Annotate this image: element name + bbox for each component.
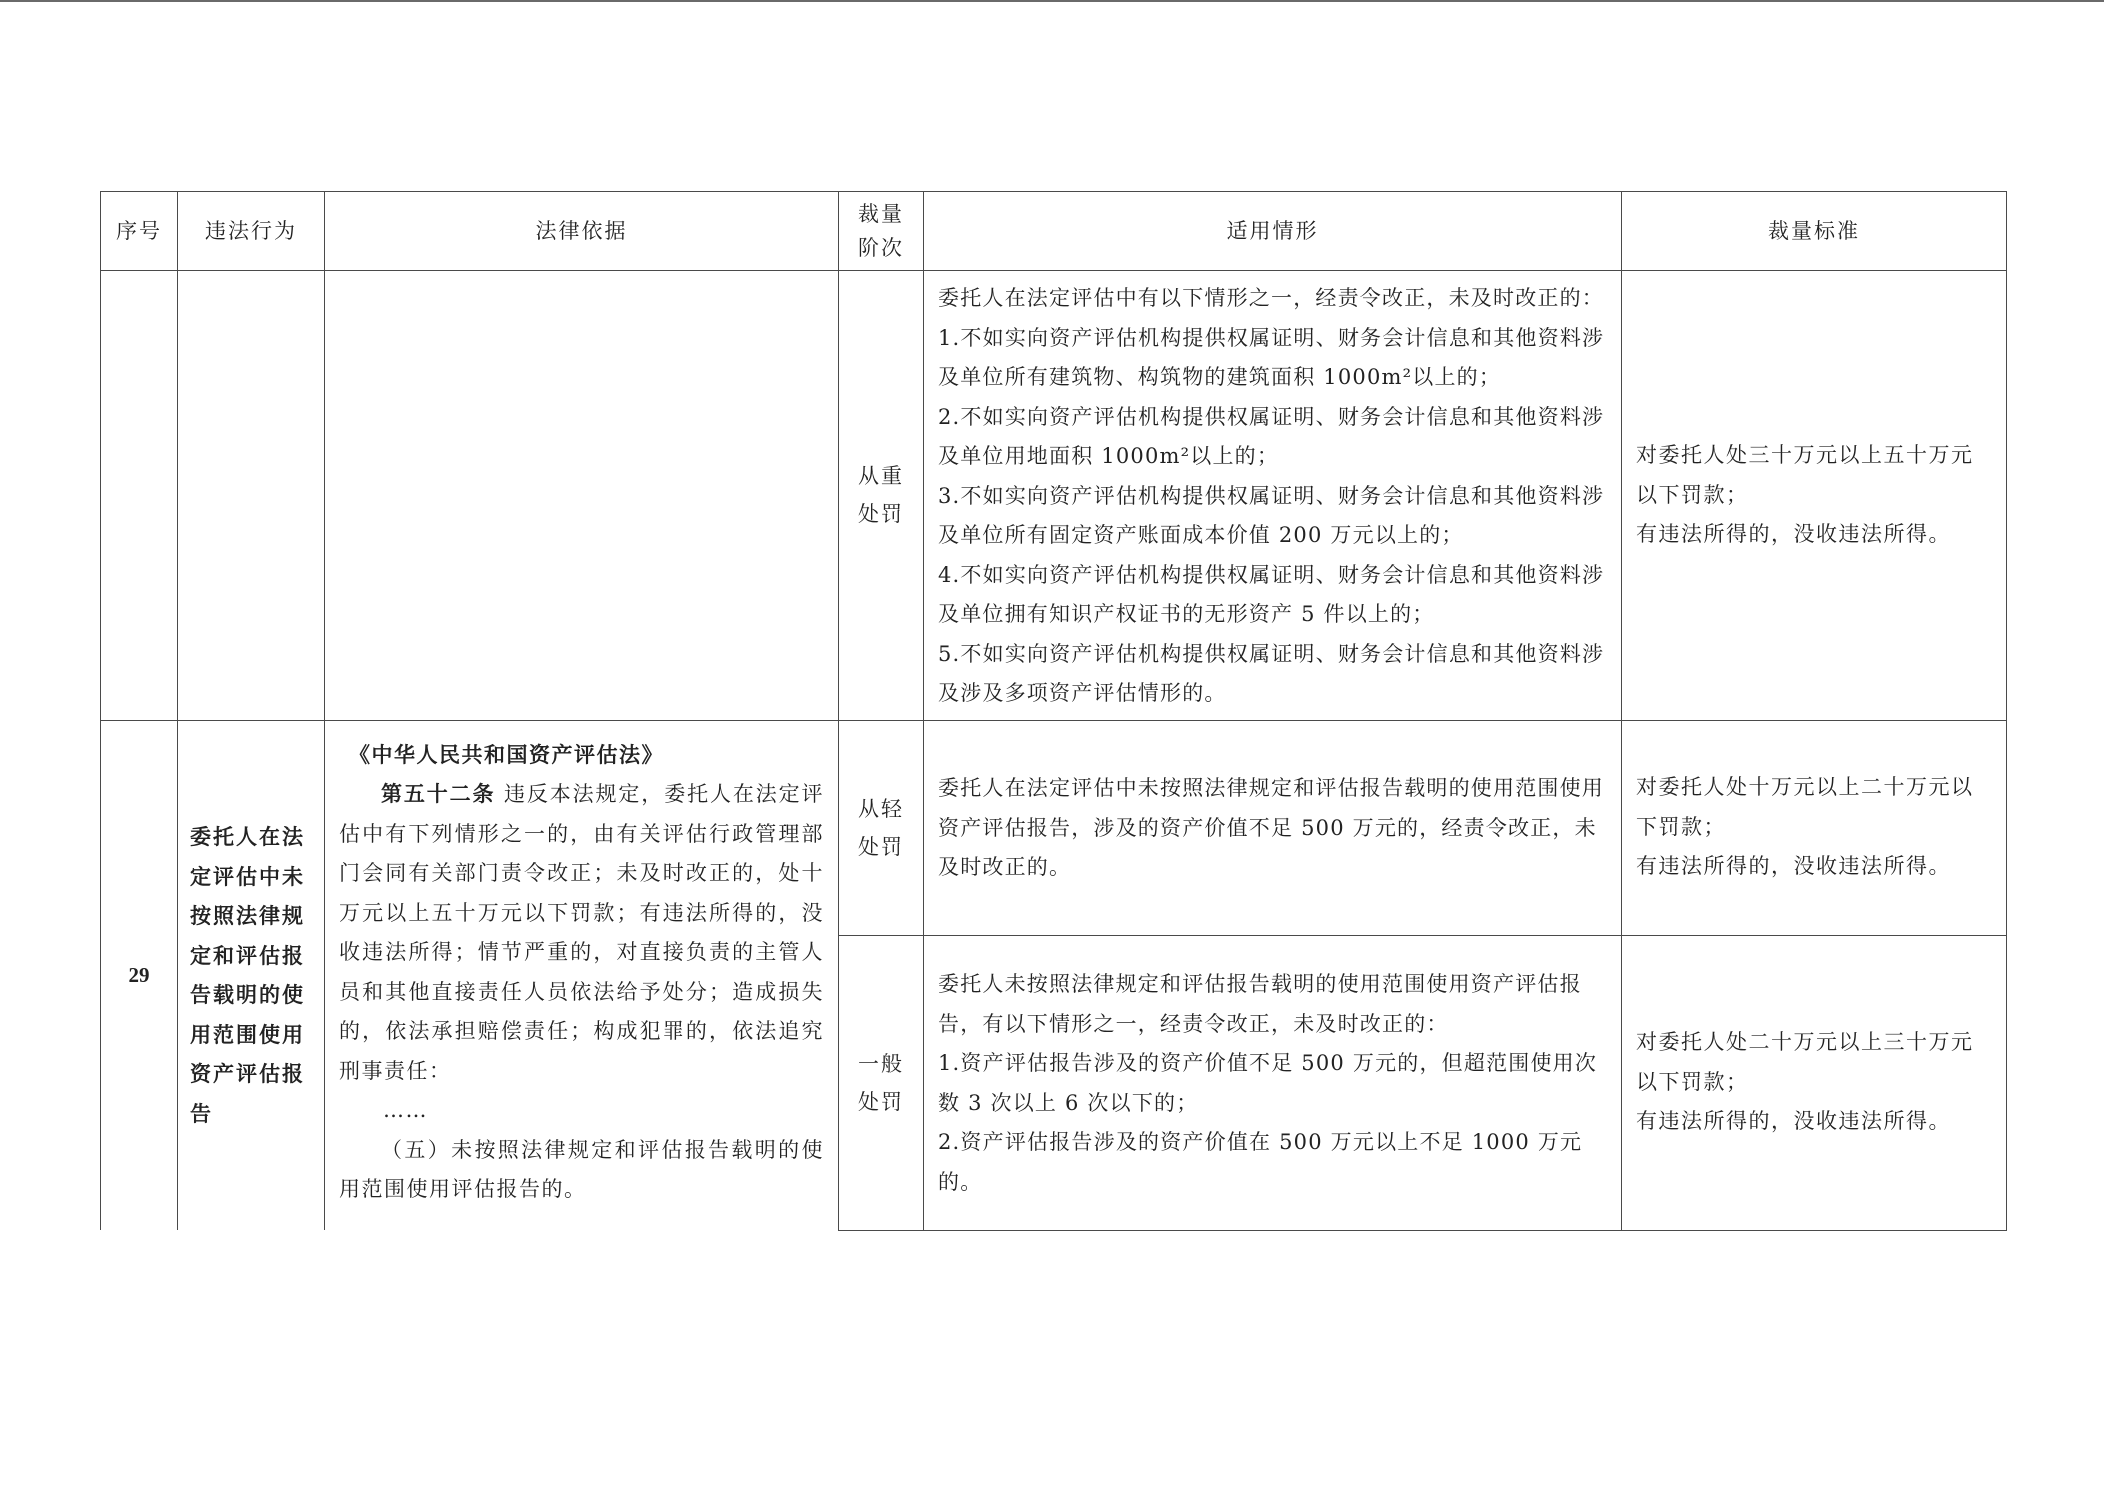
standard-line: 对委托人处三十万元以上五十万元以下罚款； [1636,443,1974,507]
page-top-border [0,0,2104,2]
cell-level-normal [839,935,924,1230]
cell-law-29 [325,720,839,1230]
cell-case-normal [924,935,1622,1230]
standard-line: 对委托人处十万元以上二十万元以下罚款； [1636,775,1974,839]
case-line: 委托人在法定评估中有以下情形之一，经责令改正，未及时改正的： [938,286,1604,310]
header-law: 法律依据 [325,192,839,271]
cell-standard-heavy [1622,271,2007,721]
cell-act-29: 委托人在法定评估中未按照法律规定和评估报告载明的使用范围使用资产评估报告 [178,720,325,1230]
header-case: 适用情形 [924,192,1622,271]
header-level-line2: 阶次 [858,236,904,260]
law-item: （五）未按照法律规定和评估报告载明的使用范围使用评估报告的。 [339,1137,824,1201]
level-line2: 处罚 [858,834,904,859]
discretion-table [100,191,2007,1231]
case-line: 4.不如实向资产评估机构提供权属证明、财务会计信息和其他资料涉及单位拥有知识产权证书的无形资产 5 件以上的； [938,562,1605,626]
level-line2: 处罚 [858,502,904,527]
standard-line: 有违法所得的，没收违法所得。 [1636,522,1951,546]
level-line1: 从轻 [858,796,904,821]
cell-case-light [924,720,1622,935]
header-act: 违法行为 [178,192,325,271]
cell-standard-light [1622,720,2007,935]
law-title: 《中华人民共和国资产评估法》 [349,741,664,767]
cell-level-light [839,720,924,935]
case-line: 1.资产评估报告涉及的资产价值不足 500 万元的，但超范围使用次数 3 次以上 6 次以下的； [938,1051,1598,1115]
law-article-text: 违反本法规定，委托人在法定评估中有下列情形之一的，由有关评估行政管理部门会同有关部门责令改正；未及时改正的，处十万元以上五十万元以下罚款；有违法所得的，没收违法所得；情节严重的，对直接负责的主管人员和其他直接责任人员依法给予处分；造成损失的，依法承担赔偿责任；构成犯罪的，依法追究刑事责任： [339,782,825,1083]
level-line1: 从重 [858,464,904,489]
header-level [839,192,924,271]
standard-line: 有违法所得的，没收违法所得。 [1636,1109,1951,1134]
law-article [339,774,824,1091]
cell-law-empty [325,271,839,721]
standard-line: 有违法所得的，没收违法所得。 [1636,854,1951,879]
header-seq: 序号 [101,192,178,271]
level-line1: 一般 [858,1051,904,1076]
case-line: 2.不如实向资产评估机构提供权属证明、财务会计信息和其他资料涉及单位用地面积 1000m²以上的； [938,404,1605,468]
case-line: 委托人在法定评估中未按照法律规定和评估报告载明的使用范围使用资产评估报告，涉及的资产价值不足 500 万元的，经责令改正，未及时改正的。 [938,776,1604,880]
table-row-29-light [101,720,2007,935]
cell-standard-normal [1622,935,2007,1230]
cell-case-heavy [924,271,1622,721]
case-line: 委托人未按照法律规定和评估报告载明的使用范围使用资产评估报告，有以下情形之一，经责令改正，未及时改正的： [938,972,1582,1036]
cell-seq-empty [101,271,178,721]
standard-line: 对委托人处二十万元以上三十万元以下罚款； [1636,1030,1974,1094]
level-line2: 处罚 [858,1089,904,1114]
table-header-row [101,192,2007,271]
header-standard: 裁量标准 [1622,192,2007,271]
case-line: 1.不如实向资产评估机构提供权属证明、财务会计信息和其他资料涉及单位所有建筑物、构筑物的建筑面积 1000m²以上的； [938,325,1605,389]
case-line: 3.不如实向资产评估机构提供权属证明、财务会计信息和其他资料涉及单位所有固定资产账面成本价值 200 万元以上的； [938,483,1605,547]
case-line: 2.资产评估报告涉及的资产价值在 500 万元以上不足 1000 万元的。 [938,1130,1583,1194]
table-row-continued [101,271,2007,721]
law-article-number: 第五十二条 [381,781,496,806]
header-level-line1: 裁量 [858,202,904,226]
law-ellipsis: …… [383,1098,428,1122]
cell-seq-29: 29 [101,720,178,1230]
case-line: 5.不如实向资产评估机构提供权属证明、财务会计信息和其他资料涉及涉及多项资产评估情形的。 [938,641,1605,705]
cell-act-empty [178,271,325,721]
cell-level-heavy [839,271,924,721]
